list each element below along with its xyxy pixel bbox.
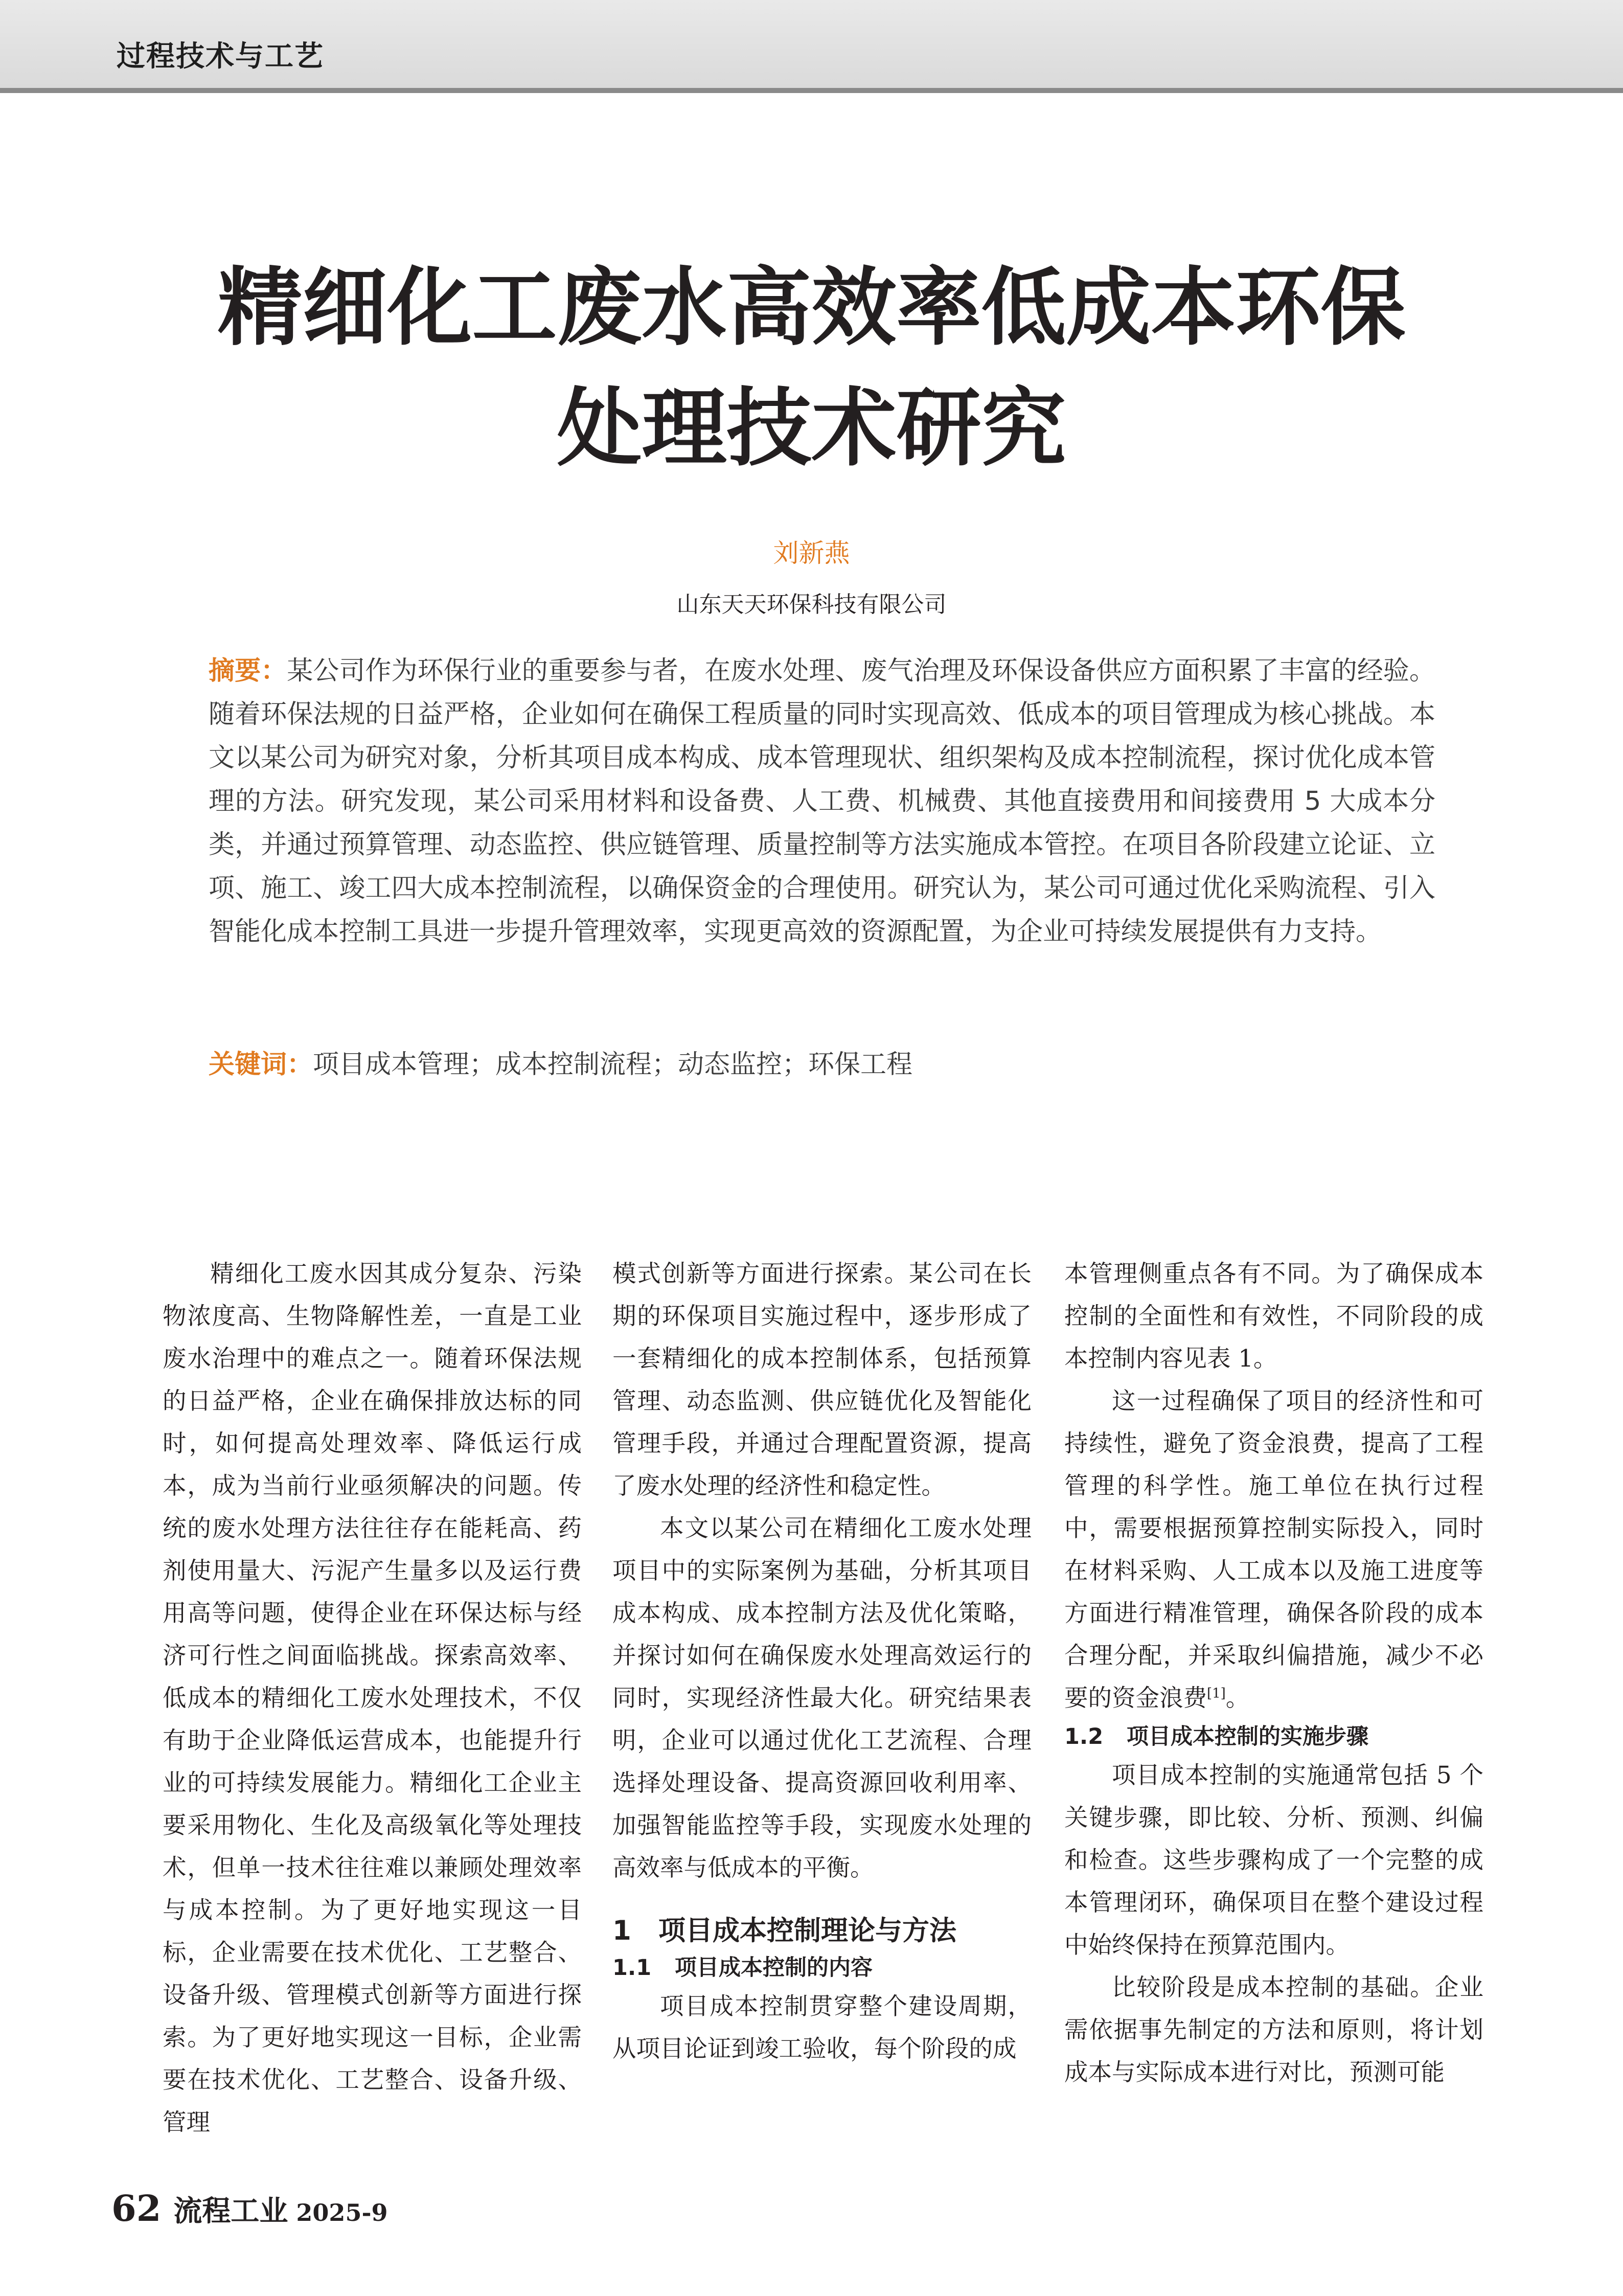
paragraph: 项目成本控制的实施通常包括 5 个关键步骤，即比较、分析、预测、纠偏和检查。这些步骤构成了一个完整的成本管理闭环，确保项目在整个建设过程中始终保持在预算范围内。 [1064,1761,1483,1959]
section-tag: 过程技术与工艺 [117,40,324,73]
journal-issue: 2025-9 [296,2199,388,2226]
title-line-1: 精细化工废水高效率低成本环保 [217,259,1406,357]
subsection-number: 1.2 [1064,1724,1104,1749]
paragraph: 比较阶段是成本控制的基础。企业需依据事先制定的方法和原则，将计划成本与实际成本进行对比，预测可能 [1064,1973,1483,2086]
subsection-heading-1-1 [612,1950,1032,1985]
paragraph-end: 。 [1225,1684,1250,1712]
paragraph [1064,1380,1483,1719]
abstract-label: 摘要： [209,656,287,686]
abstract [209,649,1435,953]
journal-name: 流程工业 [173,2194,288,2228]
abstract-text: 某公司作为环保行业的重要参与者，在废水处理、废气治理及环保设备供应方面积累了丰富的经验。随着环保法规的日益严格，企业如何在确保工程质量的同时实现高效、低成本的项目管理成为核心挑战。本文以某公司为研究对象，分析其项目成本构成、成本管理现状、组织架构及成本控制流程，探讨优化成本管理的方法。研究发现，某公司采用材料和设备费、人工费、机械费、其他直接费用和间接费用 5 大成本分类，并通过预算管理、动态监控、供应链管理、质量控制等方法实施成本管控。在项目各阶段建立论证、立项、施工、竣工四大成本控制流程，以确保资金的合理使用。研究认为，某公司可通过优化采购流程、引入智能化成本控制工具进一步提升管理效率，实现更高效的资源配置，为企业可持续发展提供有力支持。 [209,656,1435,947]
paragraph: 本文以某公司在精细化工废水处理项目中的实际案例为基础，分析其项目成本构成、成本控制方法及优化策略，并探讨如何在确保废水处理高效运行的同时，实现经济性最大化。研究结果表明，企业可以通过优化工艺流程、合理选择处理设备、提高资源回收利用率、加强智能监控等手段，实现废水处理的高效率与低成本的平衡。 [612,1514,1032,1881]
subsection-title: 项目成本控制的内容 [675,1955,873,1981]
affiliation: 山东天天环保科技有限公司 [676,592,947,618]
title-line-2: 处理技术研究 [557,379,1066,478]
subsection-heading-1-2 [1064,1719,1483,1754]
section-heading-1 [612,1912,1032,1950]
paragraph: 项目成本控制贯穿整个建设周期，从项目论证到竣工验收，每个阶段的成 [612,1992,1032,2062]
page-footer [111,2187,388,2230]
article-title [0,248,1623,489]
paragraph: 精细化工废水因其成分复杂、污染物浓度高、生物降解性差，一直是工业废水治理中的难点之一。随着环保法规的日益严格，企业在确保排放达标的同时，如何提高处理效率、降低运行成本，成为当前行业亟须解决的问题。传统的废水处理方法往往存在能耗高、药剂使用量大、污泥产生量多以及运行费用高等问题，使得企业在环保达标与经济可行性之间面临挑战。探索高效率、低成本的精细化工废水处理技术，不仅有助于企业降低运营成本，也能提升行业的可持续发展能力。精细化工企业主要采用物化、生化及高级氧化等处理技术，但单一技术往往难以兼顾处理效率与成本控制。为了更好地实现这一目标，企业需要在技术优化、工艺整合、设备升级、管理模式创新等方面进行探索。为了更好地实现这一目标，企业需要在技术优化、工艺整合、设备升级、管理 [163,1260,582,2136]
paragraph: 本管理侧重点各有不同。为了确保成本控制的全面性和有效性，不同阶段的成本控制内容见表 1。 [1064,1260,1483,1372]
body-column-1 [163,1253,582,2144]
keywords-text: 项目成本管理；成本控制流程；动态监控；环保工程 [313,1050,913,1080]
section-title: 项目成本控制理论与方法 [658,1915,956,1946]
body-column-3 [1064,1253,1483,2094]
subsection-title: 项目成本控制的实施步骤 [1127,1724,1368,1749]
page-number: 62 [111,2187,162,2230]
section-number: 1 [612,1915,631,1946]
citation: [1] [1207,1686,1226,1701]
body-column-2 [612,1253,1032,2070]
keywords-label: 关键词： [209,1050,313,1080]
paragraph: 模式创新等方面进行探索。某公司在长期的环保项目实施过程中，逐步形成了一套精细化的成本控制体系，包括预算管理、动态监测、供应链优化及智能化管理手段，并通过合理配置资源，提高了废水处理的经济性和稳定性。 [612,1260,1032,1499]
author: 刘新燕 [773,538,850,568]
header-divider [0,88,1623,93]
subsection-number: 1.1 [612,1955,652,1981]
paragraph-text: 这一过程确保了项目的经济性和可持续性，避免了资金浪费，提高了工程管理的科学性。施工单位在执行过程中，需要根据预算控制实际投入，同时在材料采购、人工成本以及施工进度等方面进行精准管理，确保各阶段的成本合理分配，并采取纠偏措施，减少不必要的资金浪费 [1064,1387,1483,1712]
keywords [209,1043,1435,1081]
